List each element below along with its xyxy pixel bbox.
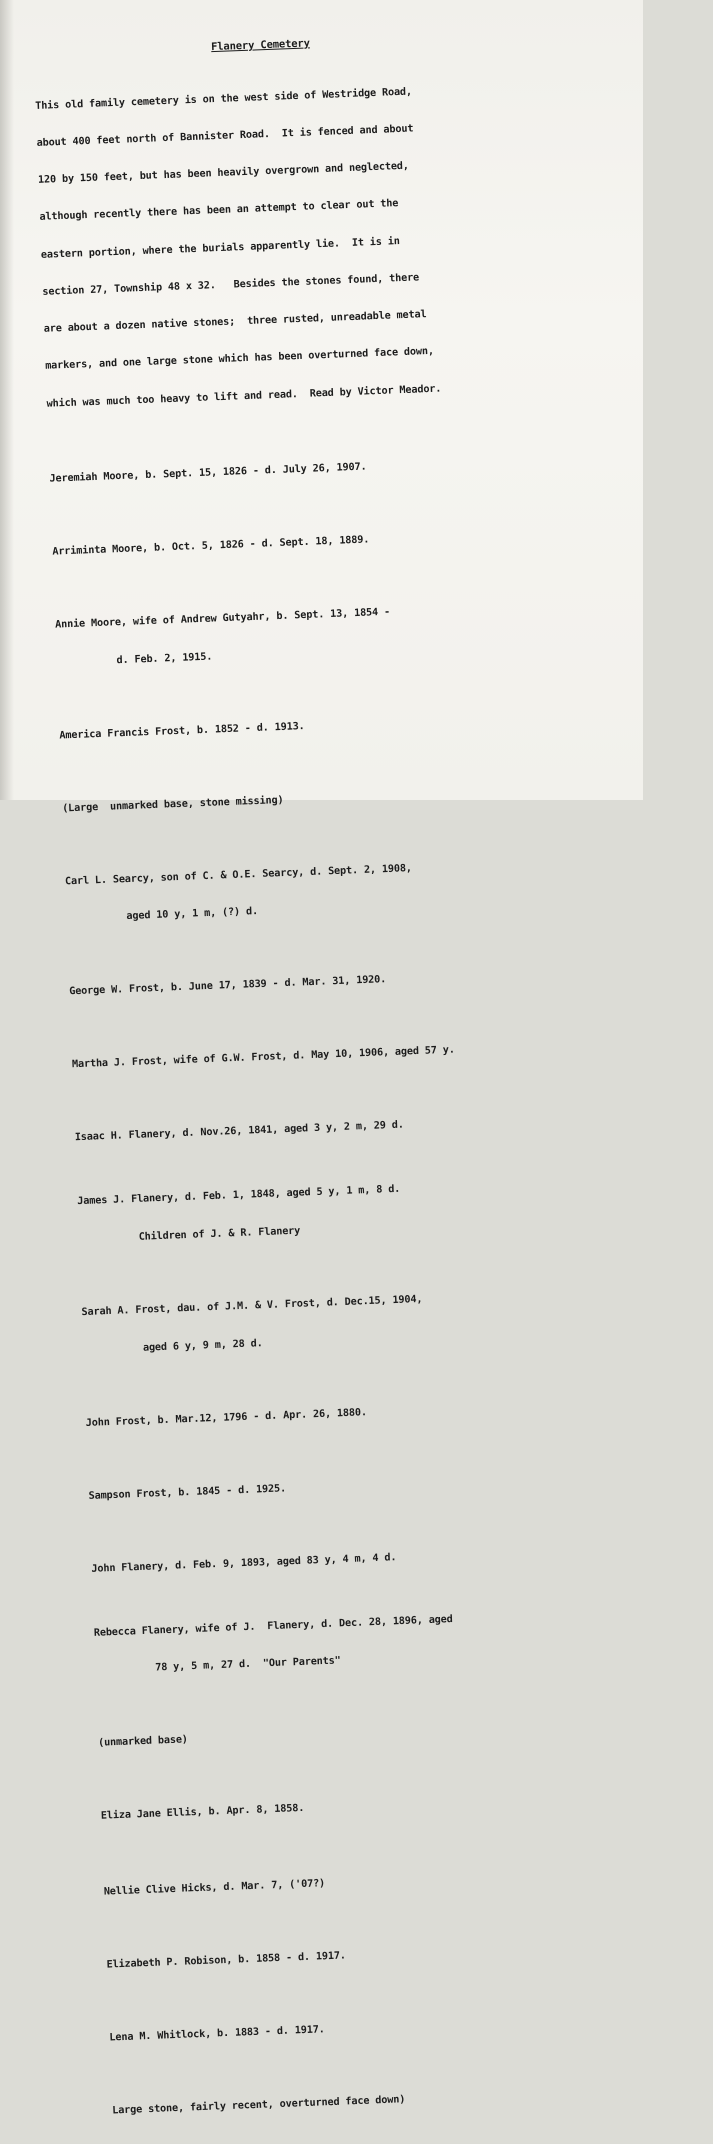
entry-line: (Large unmarked base, stone missing) [62, 794, 284, 815]
intro-line: about 400 feet north of Bannister Road. It is fenced and about [36, 123, 414, 149]
entry-line: Arriminta Moore, b. Oct. 5, 1826 - d. Sept. 18, 1889. [52, 534, 370, 558]
burial-entry [100, 1763, 702, 1849]
entry-continuation: d. Feb. 2, 1915. [116, 651, 213, 666]
entry-line: (unmarked base) [97, 1734, 189, 1750]
burial-entry [51, 498, 653, 584]
burial-entry [105, 1912, 707, 1998]
burial-entry [68, 938, 670, 1024]
entry-continuation: 78 y, 5 m, 27 d. "Our Parents" [155, 1655, 341, 1674]
entry-line: James J. Flanery, d. Feb. 1, 1848, aged 5 y, 1 m, 8 d. [77, 1183, 401, 1208]
entry-line: Carl L. Searcy, son of C. & O.E. Searcy, d. Sept. 2, 1908, [64, 862, 413, 887]
entry-line: Elizabeth P. Robison, b. 1858 - d. 1917. [106, 1950, 347, 1971]
burial-entry [54, 571, 657, 695]
entry-line: Large stone, fairly recent, overturned face down) [112, 2094, 406, 2117]
burial-entry [103, 1839, 705, 1925]
entry-line: Martha J. Frost, wife of G.W. Frost, d. May 10, 1906, aged 57 y. [71, 1044, 455, 1071]
intro-line: although recently there has been an attempt to clear out the [39, 198, 399, 224]
entry-line: Sampson Frost, b. 1845 - d. 1925. [88, 1483, 287, 1502]
page-edge-shadow [0, 0, 14, 800]
intro-paragraph [34, 53, 647, 436]
burial-entry [76, 1148, 679, 1272]
burial-entry [48, 425, 650, 511]
burial-entry [108, 1985, 710, 2071]
entry-line: John Flanery, d. Feb. 9, 1893, aged 83 y, 4 m, 4 d. [91, 1551, 397, 1575]
entry-line: Isaac H. Flanery, d. Nov.26, 1841, aged 3 y, 2 m, 29 d. [74, 1119, 404, 1144]
burial-entry [61, 755, 663, 841]
intro-line: 120 by 150 feet, but has been heavily overgrown and neglected, [37, 160, 410, 187]
burial-entry [64, 828, 667, 952]
burial-entry [93, 1579, 696, 1703]
entry-line: John Frost, b. Mar.12, 1796 - d. Apr. 26, 1880. [85, 1406, 368, 1429]
intro-line: This old family cemetery is on the west side of Westridge Road, [35, 86, 413, 112]
burial-entry [58, 682, 660, 768]
document-title: Flanery Cemetery [210, 37, 311, 54]
burial-entry [71, 1011, 673, 1097]
entry-line: Nellie Clive Hicks, d. Mar. 7, ('07?) [103, 1878, 326, 1898]
burial-entry [85, 1370, 687, 1456]
burial-entry [111, 2058, 713, 2144]
burial-entry [97, 1690, 699, 1776]
intro-line: section 27, Township 48 x 32. Besides the stones found, there [42, 272, 420, 298]
entry-line: Rebecca Flanery, wife of J. Flanery, d. Dec. 28, 1896, aged [93, 1613, 453, 1639]
entry-line: George W. Frost, b. June 17, 1839 - d. Mar. 31, 1920. [69, 974, 387, 998]
entry-line: Eliza Jane Ellis, b. Apr. 8, 1858. [100, 1803, 305, 1823]
entry-line: America Francis Frost, b. 1852 - d. 1913. [59, 720, 305, 742]
entry-continuation: aged 10 y, 1 m, (?) d. [126, 906, 259, 923]
entry-continuation: Children of J. & R. Flanery [138, 1225, 301, 1243]
intro-line: markers, and one large stone which has been overturned face down, [45, 346, 435, 373]
burial-entry [80, 1259, 683, 1383]
typed-document [33, 25, 713, 2144]
intro-line: eastern portion, where the burials apparently lie. It is in [40, 235, 400, 261]
intro-line: are about a dozen native stones; three rusted, unreadable metal [43, 309, 427, 335]
burial-entry [87, 1442, 689, 1528]
entry-line: Sarah A. Frost, dau. of J.M. & V. Frost, d. Dec.15, 1904, [81, 1293, 423, 1319]
entry-continuation: aged 6 y, 9 m, 28 d. [142, 1337, 263, 1354]
entry-line: Lena M. Whitlock, b. 1883 - d. 1917. [109, 2024, 325, 2044]
entry-line: Annie Moore, wife of Andrew Gutyahr, b. Sept. 13, 1854 - [54, 606, 391, 631]
intro-line: which was much too heavy to lift and read. Read by Victor Meador. [46, 383, 442, 410]
entry-line: Jeremiah Moore, b. Sept. 15, 1826 - d. July 26, 1907. [49, 461, 367, 485]
